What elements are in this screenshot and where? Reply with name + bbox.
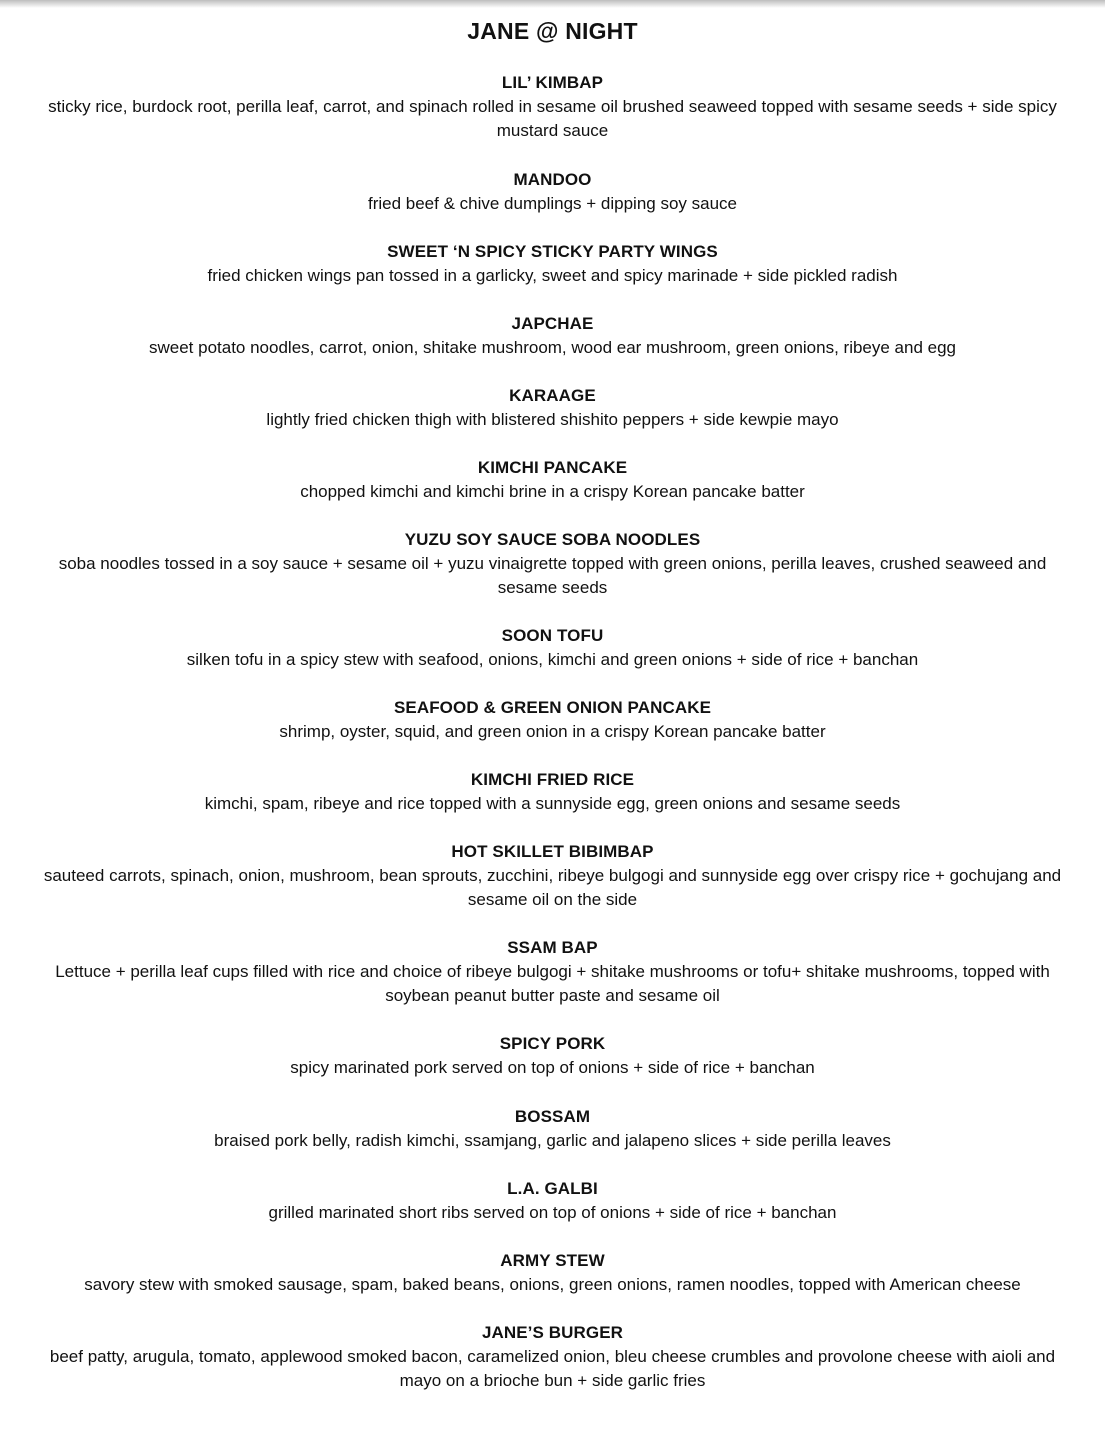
menu-item-bossam xyxy=(30,1105,1075,1153)
item-name: SPICY PORK xyxy=(499,1034,606,1053)
item-description: braised pork belly, radish kimchi, ssamjang, garlic and jalapeno slices + side perilla leaves xyxy=(214,1131,891,1150)
item-name: YUZU SOY SAUCE SOBA NOODLES xyxy=(404,530,701,549)
item-description: sticky rice, burdock root, perilla leaf, carrot, and spinach rolled in sesame oil brushed seaweed topped with sesame seeds + side spicy mustard sauce xyxy=(48,97,1057,140)
item-name: KIMCHI PANCAKE xyxy=(477,458,628,477)
item-name: SSAM BAP xyxy=(507,938,598,957)
menu-item-party-wings xyxy=(30,240,1075,288)
item-description: grilled marinated short ribs served on top of onions + side of rice + banchan xyxy=(268,1203,837,1222)
item-description: lightly fried chicken thigh with blistered shishito peppers + side kewpie mayo xyxy=(266,410,839,429)
menu-item-army-stew xyxy=(30,1249,1075,1297)
menu-item-soon-tofu xyxy=(30,624,1075,672)
item-name: LIL’ KIMBAP xyxy=(501,73,604,92)
top-edge-shadow xyxy=(0,0,1105,8)
item-description: kimchi, spam, ribeye and rice topped with a sunnyside egg, green onions and sesame seeds xyxy=(204,794,901,813)
item-name: SOON TOFU xyxy=(501,626,604,645)
menu-item-la-galbi xyxy=(30,1177,1075,1225)
item-description: savory stew with smoked sausage, spam, baked beans, onions, green onions, ramen noodles, topped with American cheese xyxy=(84,1275,1021,1294)
item-name: JAPCHAE xyxy=(511,314,594,333)
menu-item-bibimbap xyxy=(30,840,1075,912)
item-description: silken tofu in a spicy stew with seafood, onions, kimchi and green onions + side of rice + banchan xyxy=(186,650,919,669)
item-description: Lettuce + perilla leaf cups filled with rice and choice of ribeye bulgogi + shitake mushrooms or tofu+ shitake mushrooms, topped with soybean peanut butter paste and sesame oil xyxy=(55,962,1050,1005)
item-name: MANDOO xyxy=(513,170,592,189)
item-name: BOSSAM xyxy=(514,1107,591,1126)
item-name: KIMCHI FRIED RICE xyxy=(470,770,635,789)
menu-item-mandoo xyxy=(30,168,1075,216)
menu-item-japchae xyxy=(30,312,1075,360)
item-description: soba noodles tossed in a soy sauce + sesame oil + yuzu vinaigrette topped with green onions, perilla leaves, crushed seaweed and sesame seeds xyxy=(58,554,1047,597)
item-description: fried beef & chive dumplings + dipping soy sauce xyxy=(367,194,738,213)
menu-item-spicy-pork xyxy=(30,1032,1075,1080)
item-name: JANE’S BURGER xyxy=(481,1323,624,1342)
menu-item-janes-burger xyxy=(30,1321,1075,1393)
menu-item-karaage xyxy=(30,384,1075,432)
menu-title: JANE @ NIGHT xyxy=(467,18,638,44)
menu-item-kimchi-pancake xyxy=(30,456,1075,504)
item-description: fried chicken wings pan tossed in a garlicky, sweet and spicy marinade + side pickled radish xyxy=(207,266,898,285)
item-name: KARAAGE xyxy=(509,386,596,405)
item-description: beef patty, arugula, tomato, applewood smoked bacon, caramelized onion, bleu cheese crumbles and provolone cheese with aioli and mayo on a brioche bun + side garlic fries xyxy=(49,1347,1056,1390)
item-name: SWEET ‘N SPICY STICKY PARTY WINGS xyxy=(387,242,718,261)
menu-item-kimchi-fried-rice xyxy=(30,768,1075,816)
menu-item-ssam-bap xyxy=(30,936,1075,1008)
item-description: spicy marinated pork served on top of onions + side of rice + banchan xyxy=(290,1058,815,1077)
item-name: L.A. GALBI xyxy=(507,1179,598,1198)
item-name: ARMY STEW xyxy=(500,1251,605,1270)
menu-item-soba-noodles xyxy=(30,528,1075,600)
item-description: chopped kimchi and kimchi brine in a crispy Korean pancake batter xyxy=(300,482,805,501)
item-description: sweet potato noodles, carrot, onion, shitake mushroom, wood ear mushroom, green onions, ribeye and egg xyxy=(148,338,957,357)
menu-item-seafood-pancake xyxy=(30,696,1075,744)
item-name: SEAFOOD & GREEN ONION PANCAKE xyxy=(393,698,712,717)
item-description: shrimp, oyster, squid, and green onion in a crispy Korean pancake batter xyxy=(279,722,826,741)
item-description: sauteed carrots, spinach, onion, mushroom, bean sprouts, zucchini, ribeye bulgogi and sunnyside egg over crispy rice + gochujang and sesame oil on the side xyxy=(43,866,1062,909)
menu-item-lil-kimbap xyxy=(30,71,1075,143)
item-name: HOT SKILLET BIBIMBAP xyxy=(451,842,654,861)
